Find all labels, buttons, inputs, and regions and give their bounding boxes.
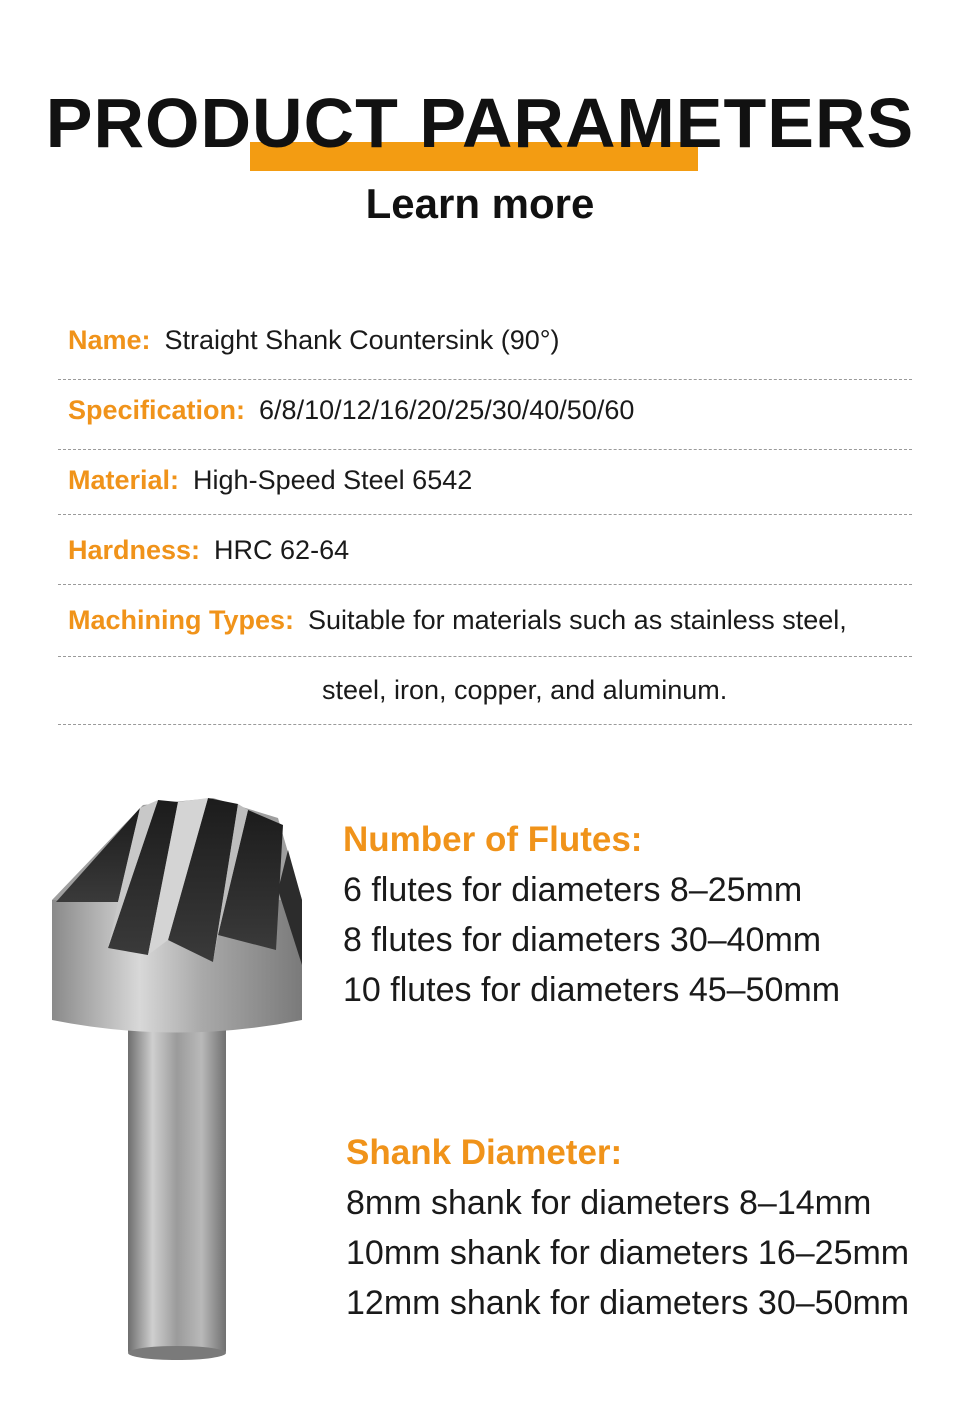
- param-row-name: [68, 320, 928, 360]
- divider: [58, 724, 912, 725]
- divider: [58, 379, 912, 380]
- param-row-material: [68, 460, 928, 500]
- shank-section: [346, 1128, 946, 1328]
- param-value-continuation: steel, iron, copper, and aluminum.: [322, 675, 728, 705]
- flutes-line: 10 flutes for diameters 45–50mm: [343, 971, 841, 1009]
- flutes-line: 8 flutes for diameters 30–40mm: [343, 921, 822, 959]
- flutes-line: 6 flutes for diameters 8–25mm: [343, 871, 803, 909]
- shank-line: 12mm shank for diameters 30–50mm: [346, 1284, 910, 1322]
- countersink-product-image: [48, 790, 318, 1370]
- param-value: High-Speed Steel 6542: [193, 465, 473, 495]
- flutes-title: Number of Flutes:: [343, 820, 643, 859]
- param-label: Material:: [68, 465, 180, 495]
- page-title: PRODUCT PARAMETERS: [45, 84, 915, 162]
- param-value: Straight Shank Countersink (90°): [164, 325, 560, 355]
- param-label: Specification:: [68, 395, 246, 425]
- divider: [58, 584, 912, 585]
- param-label: Name:: [68, 325, 151, 355]
- page-subtitle: Learn more: [365, 180, 595, 227]
- shank-line: 8mm shank for diameters 8–14mm: [346, 1184, 872, 1222]
- param-value: 6/8/10/12/16/20/25/30/40/50/60: [259, 395, 635, 425]
- header: [0, 80, 960, 180]
- param-value: HRC 62-64: [214, 535, 350, 565]
- shank-title: Shank Diameter:: [346, 1133, 623, 1172]
- flutes-section: [343, 815, 943, 1015]
- param-label: Machining Types:: [68, 605, 295, 635]
- divider: [58, 449, 912, 450]
- param-row-machining-types: [68, 600, 928, 640]
- shank-line: 10mm shank for diameters 16–25mm: [346, 1234, 910, 1272]
- param-row-specification: [68, 390, 928, 430]
- param-label: Hardness:: [68, 535, 201, 565]
- param-value: Suitable for materials such as stainless steel,: [308, 605, 847, 635]
- divider: [58, 514, 912, 515]
- param-row-hardness: [68, 530, 928, 570]
- divider: [58, 656, 912, 657]
